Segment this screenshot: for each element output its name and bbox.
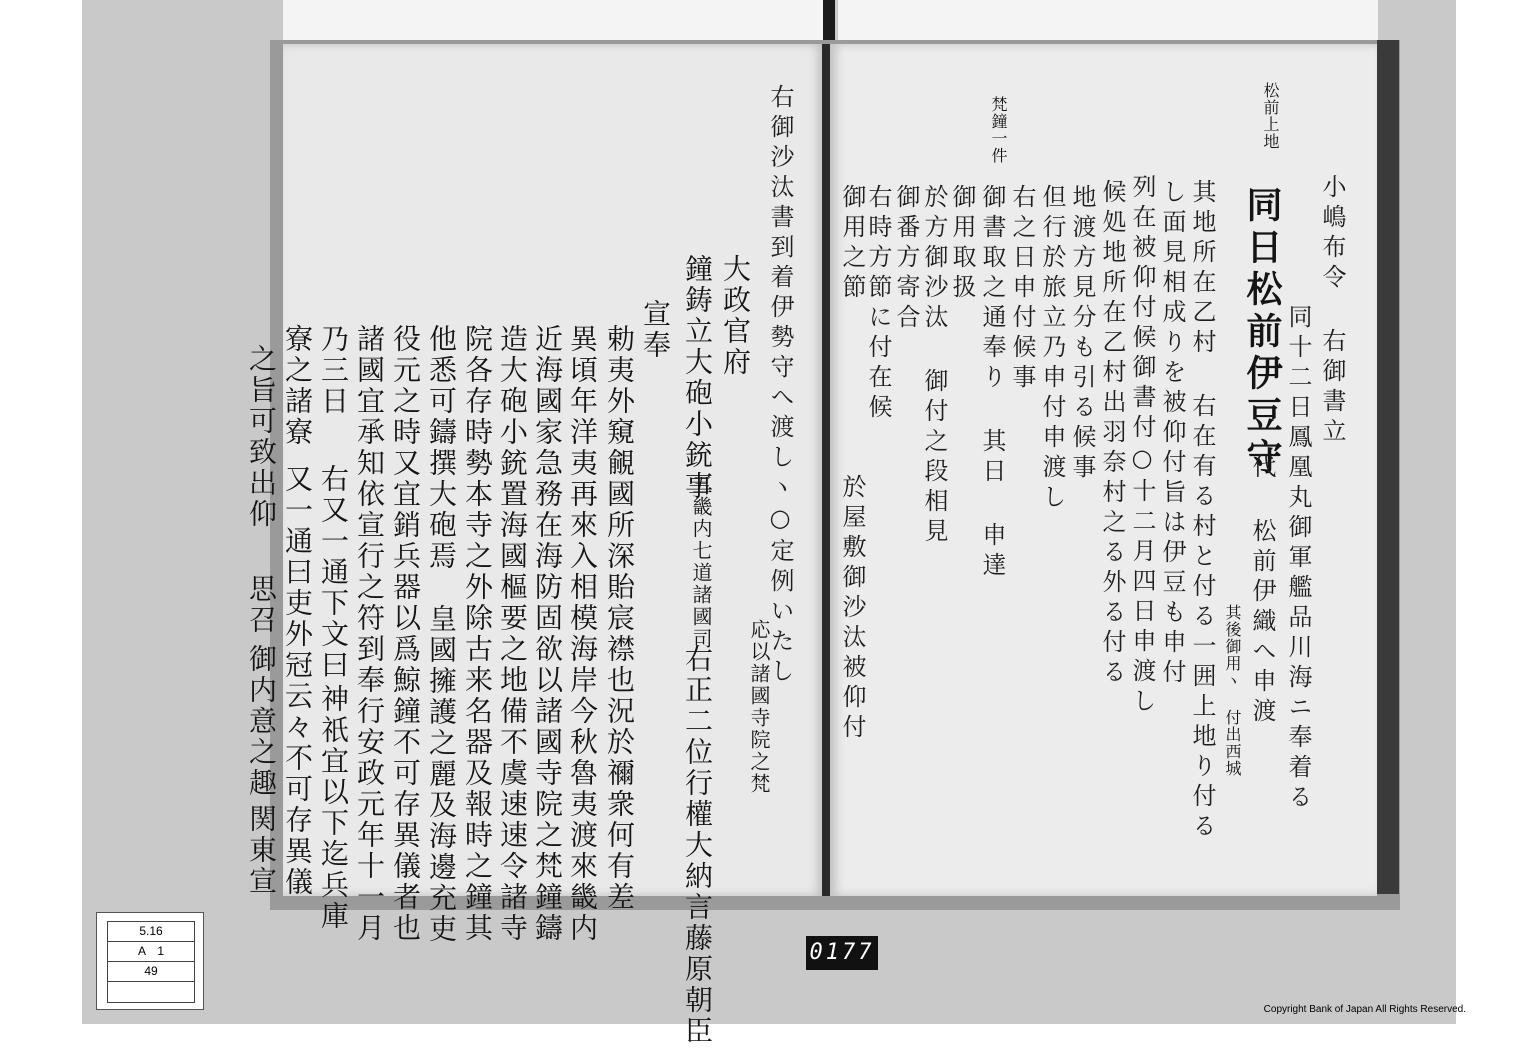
left-column-19: 之旨可致出仰 [245, 344, 278, 530]
right-column-1: 小嶋布令 右御書立 [1318, 174, 1346, 448]
left-column-12: 役元之時又宜銷兵器以爲鯨鐘不可存異儀者也 [389, 324, 422, 944]
left-column-14: 乃三日 [317, 324, 350, 417]
right-column-17: 御用之節 [838, 184, 866, 304]
left-column-8: 造大砲小銃置海國樞要之地備不虞速速令諸寺 [496, 324, 529, 944]
right-column-9: 地渡方見分も引る候事 [1068, 184, 1096, 484]
right-column-13: 御用取扱 [948, 184, 976, 304]
right-column-3: 同日松前伊豆守 [1241, 186, 1283, 480]
left-column-9: 院各存時勢本寺之外除古来名器及報時之鐘其 [461, 324, 494, 944]
left-column-7: 近海國家急務在海防固欲以諸國寺院之梵鐘鑄 [531, 324, 564, 944]
right-column-18: 於屋敷御沙汰被仰付 [838, 474, 866, 744]
archive-label-line-3: 49 [108, 962, 194, 982]
right-column-2: 同十二日鳳凰丸御軍艦品川海ニ奉着る [1284, 304, 1312, 814]
book-spine [1377, 40, 1399, 894]
left-column-6: 異頃年洋夷再來入相模海岸今秋魯夷渡來畿内 [566, 324, 599, 944]
archive-label-line-2: A 1 [108, 942, 194, 962]
left-column-11: 皇國擁護之麗及海邊充吏 [425, 604, 458, 945]
right-column-6: し面見相成りを被仰付旨は伊豆も申付 [1158, 179, 1186, 689]
left-annotation-gokinai: 五畿内七道諸國司 [689, 474, 713, 650]
left-annotation-oite: 応以諸國寺院之梵 [747, 619, 771, 795]
copyright-notice: Copyright Bank of Japan All Rights Reserved. [1263, 1004, 1466, 1015]
right-column-7: 列在被仰付候御書付○十二月四日申渡し [1128, 174, 1156, 718]
archive-label-line-4 [108, 982, 194, 1002]
left-column-15: 右又一通下文曰 [317, 464, 350, 681]
right-column-10: 但行於旅立乃申付申渡し [1038, 184, 1066, 514]
right-column-5: 其地所在乙村 右在有る村と付る一囲上地り付る [1188, 179, 1216, 843]
right-column-8: 候処地所在乙村出羽奈村之る外る付る [1098, 179, 1126, 689]
left-column-3: 右正二位行權大納言藤原朝臣 [681, 644, 714, 1047]
page-clamp-right [838, 0, 1378, 44]
right-margin-title-1: 松前上地 [1261, 82, 1280, 150]
left-column-16: 神祇宜以下迄兵庫 [317, 684, 350, 932]
left-column-21: 御内意之趣 [245, 644, 278, 799]
right-column-15: 御番方寄合 [892, 184, 920, 334]
left-page [245, 44, 824, 1047]
right-page [830, 44, 1377, 896]
right-column-12: 御書取之通奉り 其日 申達 [978, 184, 1006, 582]
left-column-1: 大政官府 [719, 254, 752, 378]
right-margin-title-2: 梵鐘一件 [989, 96, 1008, 164]
frame-counter: 0177 [806, 936, 878, 970]
left-column-10: 他悉可鑄撰大砲焉 [425, 324, 458, 572]
left-column-13: 諸國宜承知依宣行之符到奉行安政元年十一月 [353, 324, 386, 944]
archive-label-line-1: 5.16 [108, 922, 194, 942]
right-column-11: 右之日申付候事 [1008, 184, 1036, 394]
archive-label-grid [107, 921, 195, 1003]
left-column-17: 寮之諸寮 [281, 324, 314, 448]
left-header-note: 右御沙汰書到着伊勢守へ渡しヽ○定例いたし [766, 84, 794, 688]
right-column-14: 於方御沙汰 御付之段相見 [920, 184, 948, 548]
book-gutter [822, 44, 830, 896]
right-column-16: 右時方節に付在候 [864, 184, 892, 424]
right-side-note: 其後御用ヽ 付出西城 [1223, 604, 1242, 777]
left-column-4: 宣奉 [639, 299, 672, 361]
left-column-22: 関東宣 [245, 804, 278, 897]
left-column-20: 思召 [245, 574, 278, 636]
left-column-2: 鐘鋳立大砲小銃事 [681, 254, 714, 502]
archive-label [96, 912, 204, 1010]
right-column-4: 代 松前伊織へ申渡 [1248, 454, 1276, 728]
left-column-5: 勅夷外窺覦國所深貽宸襟也況於禰衆何有差 [603, 324, 636, 913]
left-column-18: 又一通曰吏外冠云々不可存異儀 [281, 464, 314, 898]
